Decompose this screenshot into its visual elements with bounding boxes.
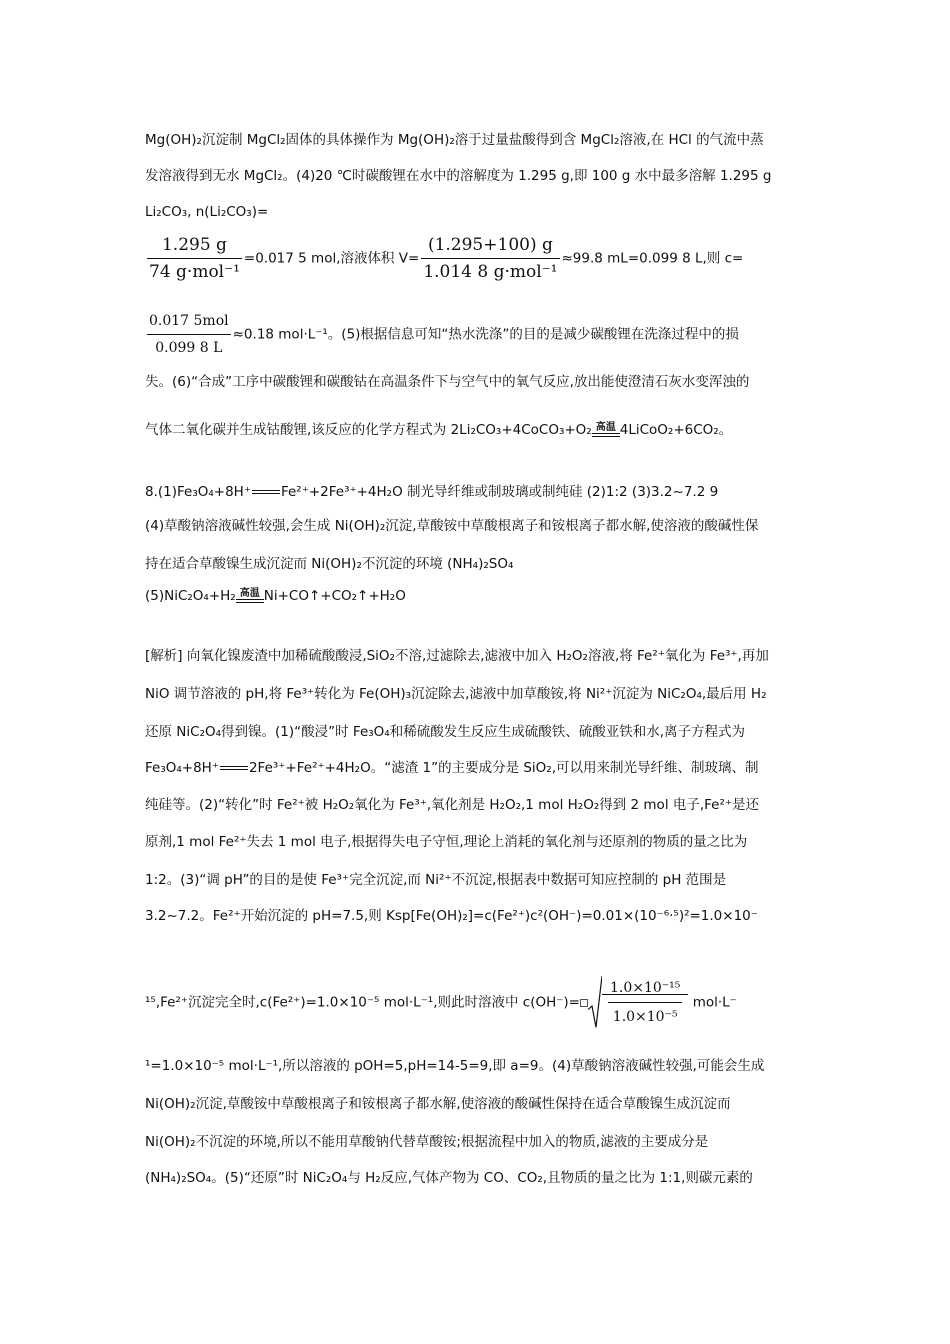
text-line: Li₂CO₃, n(Li₂CO₃)=: [145, 204, 269, 220]
analysis-line: 纯硅等。(2)“转化”时 Fe²⁺被 H₂O₂氧化为 Fe³⁺,氧化剂是 H₂O₂,1 mol H₂O₂得到 2 mol 电子,Fe²⁺是还: [145, 797, 760, 813]
formula-line: $\frac{\text{0.017 5mol}}{0.099 8 L}$ ≈0.18 mol·L⁻¹。(5)根据信息可知“热水洗涤”的目的是减少碳酸锂在洗涤过程中的损: [145, 310, 739, 359]
reaction-condition: 高温: [592, 422, 620, 442]
analysis-line: ¹=1.0×10⁻⁵ mol·L⁻¹,所以溶液的 pOH=5,pH=14-5=9,即 a=9。(4)草酸钠溶液碱性较强,可能会生成: [145, 1058, 765, 1074]
text-line: Mg(OH)₂沉淀制 MgCl₂固体的具体操作为 Mg(OH)₂溶于过量盐酸得到含 MgCl₂溶液,在 HCl 的气流中蒸: [145, 132, 764, 148]
analysis-line: [解析] 向氧化镍废渣中加稀硫酸酸浸,SiO₂不溶,过滤除去,滤液中加入 H₂O₂溶液,将 Fe²⁺氧化为 Fe³⁺,再加: [145, 648, 769, 664]
equals-sign: [252, 490, 280, 494]
answer-line: (4)草酸钠溶液碱性较强,会生成 Ni(OH)₂沉淀,草酸铵中草酸根离子和铵根离子都水解,使溶液的酸碱性保: [145, 518, 759, 534]
square-root: $\frac{\text{1.0×10⁻¹⁵}}{\text{1.0×10⁻⁵}}$: [588, 976, 688, 1029]
answer-line: 8.(1)Fe₃O₄+8H⁺ Fe²⁺+2Fe³⁺+4H₂O 制光导纤维或制玻璃或制纯硅 (2)1:2 (3)3.2~7.2 9: [145, 484, 719, 500]
analysis-line: Ni(OH)₂不沉淀的环境,所以不能用草酸钠代替草酸铵;根据流程中加入的物质,滤液的主要成分是: [145, 1134, 709, 1150]
analysis-line: 3.2~7.2。Fe²⁺开始沉淀的 pH=7.5,则 Ksp[Fe(OH)₂]=c(Fe²⁺)c²(OH⁻)=0.01×(10⁻⁶·⁵)²=1.0×10⁻: [145, 908, 758, 924]
text-line: 发溶液得到无水 MgCl₂。(4)20 ℃时碳酸锂在水中的溶解度为 1.295 g,即 100 g 水中最多溶解 1.295 g: [145, 168, 772, 184]
equation-line: 气体二氧化碳并生成钴酸锂,该反应的化学方程式为 2Li₂CO₃+4CoCO₃+O₂ 高温 4LiCoO₂+6CO₂。: [145, 418, 732, 442]
fraction: $\frac{1.295 g}{\text{74 g·mol⁻¹}}$: [149, 235, 240, 282]
answer-line: 持在适合草酸镍生成沉淀而 Ni(OH)₂不沉淀的环境 (NH₄)₂SO₄: [145, 556, 514, 572]
equals-sign: [220, 766, 248, 770]
analysis-line: 还原 NiC₂O₄得到镍。(1)“酸浸”时 Fe₃O₄和稀硫酸发生反应生成硫酸铁、硫酸亚铁和水,离子方程式为: [145, 724, 745, 740]
placeholder-box: [580, 999, 588, 1007]
text-line: 失。(6)“合成”工序中碳酸锂和碳酸钴在高温条件下与空气中的氧气反应,放出能使澄清石灰水变浑浊的: [145, 374, 750, 390]
analysis-line: (NH₄)₂SO₄。(5)“还原”时 NiC₂O₄与 H₂反应,气体产物为 CO、CO₂,且物质的量之比为 1:1,则碳元素的: [145, 1170, 753, 1186]
fraction: $\frac{\text{0.017 5mol}}{0.099 8 L}$: [147, 310, 231, 359]
analysis-line: NiO 调节溶液的 pH,将 Fe³⁺转化为 Fe(OH)₃沉淀除去,滤液中加草酸铵,将 Ni²⁺沉淀为 NiC₂O₄,最后用 H₂: [145, 686, 767, 702]
analysis-line: Fe₃O₄+8H⁺ 2Fe³⁺+Fe²⁺+4H₂O。“滤渣 1”的主要成分是 SiO₂,可以用来制光导纤维、制玻璃、制: [145, 760, 759, 776]
fraction: $\frac{(1.295+100) g}{\text{1.014 8 g·mol⁻¹}}$: [423, 235, 558, 282]
analysis-line: 1:2。(3)“调 pH”的目的是使 Fe³⁺完全沉淀,而 Ni²⁺不沉淀,根据表中数据可知应控制的 pH 范围是: [145, 872, 727, 888]
formula-line: $\frac{1.295 g}{\text{74 g·mol⁻¹}}$ =0.017 5 mol,溶液体积 V= $\frac{(1.295+100) g}{\text{1.014 8 g·mol⁻¹}}$ ≈99.8 mL=0.099 8 L,则 c=: [149, 235, 744, 282]
reaction-condition: 高温: [236, 588, 264, 608]
analysis-line: 原剂,1 mol Fe²⁺失去 1 mol 电子,根据得失电子守恒,理论上消耗的氧化剂与还原剂的物质的量之比为: [145, 834, 748, 850]
equation-line: (5)NiC₂O₄+H₂ 高温 Ni+CO↑+CO₂↑+H₂O: [145, 584, 406, 608]
formula-line: ¹⁵,Fe²⁺沉淀完全时,c(Fe²⁺)=1.0×10⁻⁵ mol·L⁻¹,则此时溶液中 c(OH⁻)= $\frac{\text{1.0×10⁻¹⁵}}{\text{1.0×10⁻⁵}}$ mol·L⁻: [145, 976, 737, 1029]
analysis-line: Ni(OH)₂沉淀,草酸铵中草酸根离子和铵根离子都水解,使溶液的酸碱性保持在适合草酸镍生成沉淀而: [145, 1096, 731, 1112]
